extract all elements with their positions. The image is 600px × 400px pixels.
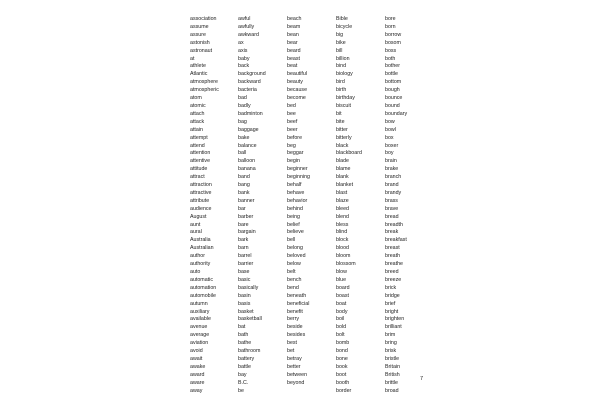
word-entry: belief xyxy=(287,221,300,228)
word-entry: badminton xyxy=(238,110,263,117)
word-entry: automatic xyxy=(190,276,213,283)
word-entry: benefit xyxy=(287,308,303,315)
word-entry: background xyxy=(238,71,266,78)
word-entry: boot xyxy=(336,371,347,378)
word-entry: barrier xyxy=(238,261,254,268)
word-entry: boundary xyxy=(385,110,408,117)
word-entry: bring xyxy=(385,340,397,347)
word-entry: breath xyxy=(385,253,401,260)
word-entry: basic xyxy=(238,276,251,283)
word-entry: blind xyxy=(336,229,348,236)
word-entry: besides xyxy=(287,332,306,339)
page-number: 7 xyxy=(420,376,424,382)
word-entry: battery xyxy=(238,355,255,362)
word-entry: bay xyxy=(238,371,247,378)
word-entry: become xyxy=(287,95,306,102)
word-entry: bicycle xyxy=(336,23,353,30)
word-entry: brief xyxy=(385,300,396,307)
word-entry: because xyxy=(287,87,308,94)
word-entry: average xyxy=(190,332,210,339)
word-entry: big xyxy=(336,31,344,38)
word-entry: brim xyxy=(385,332,396,339)
word-entry: attract xyxy=(190,174,205,181)
word-entry: brain xyxy=(385,158,397,165)
word-entry: bend xyxy=(287,284,299,291)
word-entry: bind xyxy=(336,63,347,70)
word-entry: bridge xyxy=(385,292,400,299)
word-entry: awkward xyxy=(238,31,259,38)
word-entry: basket xyxy=(238,308,254,315)
word-entry: atmospheric xyxy=(190,87,219,94)
word-entry: aunt xyxy=(190,221,201,228)
word-entry: bacteria xyxy=(238,87,257,94)
word-entry: audience xyxy=(190,205,212,212)
word-entry: booth xyxy=(336,379,350,386)
word-entry: bare xyxy=(238,221,249,228)
word-entry: Australia xyxy=(190,237,211,244)
word-entry: attentive xyxy=(190,158,211,165)
word-entry: baby xyxy=(238,55,250,62)
word-entry: bathe xyxy=(238,340,252,347)
word-entry: bough xyxy=(385,87,400,94)
word-entry: berry xyxy=(287,316,300,323)
word-entry: better xyxy=(287,363,301,370)
word-entry: bark xyxy=(238,237,249,244)
word-entry: bet xyxy=(287,348,295,355)
word-entry: belong xyxy=(287,245,303,252)
word-entry: atom xyxy=(190,95,202,102)
word-entry: bitter xyxy=(336,126,348,133)
word-entry: billion xyxy=(336,55,350,62)
word-entry: balance xyxy=(238,142,257,149)
word-entry: baggage xyxy=(238,126,259,133)
word-entry: behavior xyxy=(287,197,308,204)
word-entry: bed xyxy=(287,102,296,109)
word-entry: attitude xyxy=(190,166,208,173)
word-entry: banner xyxy=(238,197,255,204)
word-entry: ball xyxy=(238,150,247,157)
word-entry: behind xyxy=(287,205,303,212)
word-entry: border xyxy=(336,387,352,394)
word-entry: beneficial xyxy=(287,300,310,307)
word-entry: bench xyxy=(287,276,302,283)
word-entry: Britain xyxy=(385,363,401,370)
word-entry: bank xyxy=(238,189,250,196)
word-entry: Australian xyxy=(190,245,214,252)
word-entry: aware xyxy=(190,379,205,386)
word-entry: both xyxy=(385,55,396,62)
word-entry: brilliant xyxy=(385,324,402,331)
word-entry: breathe xyxy=(385,261,403,268)
word-entry: atmosphere xyxy=(190,79,218,86)
word-entry: barber xyxy=(238,213,254,220)
word-entry: bother xyxy=(385,63,401,70)
word-entry: blood xyxy=(336,245,349,252)
word-entry: basis xyxy=(238,300,251,307)
word-entry: brake xyxy=(385,166,399,173)
word-entry: behalf xyxy=(287,182,302,189)
word-entry: box xyxy=(385,134,394,141)
word-entry: boxer xyxy=(385,142,399,149)
word-entry: basketball xyxy=(238,316,262,323)
word-entry: biology xyxy=(336,71,353,78)
word-entry: black xyxy=(336,142,349,149)
word-entry: blackboard xyxy=(336,150,362,157)
word-entry: brandy xyxy=(385,189,402,196)
word-entry: beam xyxy=(287,23,301,30)
word-entry: beach xyxy=(287,16,302,22)
word-entry: blank xyxy=(336,174,349,181)
word-entry: bit xyxy=(336,110,342,117)
word-entry: August xyxy=(190,213,207,220)
word-entry: borrow xyxy=(385,31,402,38)
word-entry: bat xyxy=(238,324,246,331)
word-entry: bread xyxy=(385,213,399,220)
word-entry: boil xyxy=(336,316,345,323)
word-entry: boss xyxy=(385,47,397,54)
word-entry: bike xyxy=(336,39,346,46)
word-entry: attach xyxy=(190,110,205,117)
word-entry: back xyxy=(238,63,250,70)
word-entry: beat xyxy=(287,63,298,70)
word-entry: bold xyxy=(336,324,347,331)
word-entry: beer xyxy=(287,126,298,133)
word-entry: bite xyxy=(336,118,345,125)
word-entry: bee xyxy=(287,110,296,117)
word-entry: behave xyxy=(287,189,305,196)
word-entry: brass xyxy=(385,197,398,204)
word-entry: blend xyxy=(336,213,349,220)
word-entry: astronaut xyxy=(190,47,213,54)
word-entry: awful xyxy=(238,16,251,22)
word-entry: avenue xyxy=(190,324,208,331)
word-entry: beauty xyxy=(287,79,303,86)
word-entry: before xyxy=(287,134,303,141)
word-entry: bath xyxy=(238,332,249,339)
word-entry: athlete xyxy=(190,63,206,70)
word-entry: Bible xyxy=(336,16,348,22)
word-entry: bottom xyxy=(385,79,402,86)
word-entry: authority xyxy=(190,261,211,268)
word-entry: awake xyxy=(190,363,206,370)
word-entry: bomb xyxy=(336,340,350,347)
word-entry: boy xyxy=(385,150,394,157)
word-entry: base xyxy=(238,269,250,275)
word-entry: bell xyxy=(287,237,296,244)
word-entry: automation xyxy=(190,284,217,291)
word-entry: birth xyxy=(336,87,347,94)
word-entry: boat xyxy=(336,300,347,307)
word-entry: Atlantic xyxy=(190,71,208,78)
word-entry: battle xyxy=(238,363,251,370)
word-entry: bear xyxy=(287,39,298,46)
word-entry: bolt xyxy=(336,332,345,339)
word-entry: block xyxy=(336,237,349,244)
word-entry: bow xyxy=(385,118,395,125)
word-entry: bird xyxy=(336,79,345,86)
word-column-5 xyxy=(385,16,480,396)
word-entry: await xyxy=(190,355,203,362)
word-entry: break xyxy=(385,229,399,236)
word-entry: balloon xyxy=(238,158,256,165)
word-entry: banana xyxy=(238,166,256,173)
word-entry: brittle xyxy=(385,379,398,386)
word-entry: beg xyxy=(287,142,296,149)
word-entry: award xyxy=(190,371,205,378)
word-entry: beautiful xyxy=(287,71,308,78)
word-entry: British xyxy=(385,371,400,378)
word-entry: automobile xyxy=(190,292,216,299)
word-entry: bill xyxy=(336,47,343,54)
word-entry: breed xyxy=(385,269,399,275)
word-entry: autumn xyxy=(190,300,208,307)
word-entry: association xyxy=(190,16,217,22)
word-entry: bound xyxy=(385,102,400,109)
word-entry: assume xyxy=(190,23,209,30)
word-entry: bad xyxy=(238,95,247,102)
word-entry: branch xyxy=(385,174,402,181)
word-entry: best xyxy=(287,340,298,347)
word-entry: bloom xyxy=(336,253,351,260)
word-entry: brick xyxy=(385,284,397,291)
word-entry: bag xyxy=(238,118,247,125)
word-entry: broad xyxy=(385,387,399,394)
word-entry: backward xyxy=(238,79,261,86)
word-entry: attack xyxy=(190,118,205,125)
word-entry: bang xyxy=(238,182,250,189)
word-entry: bounce xyxy=(385,95,403,102)
word-entry: band xyxy=(238,174,250,181)
word-entry: bake xyxy=(238,134,250,141)
word-entry: ax xyxy=(238,39,244,46)
word-entry: beloved xyxy=(287,253,306,260)
word-entry: blow xyxy=(336,269,347,275)
word-entry: beginning xyxy=(287,174,310,181)
word-entry: attraction xyxy=(190,182,212,189)
word-entry: bitterly xyxy=(336,134,352,141)
word-entry: birthday xyxy=(336,95,355,102)
word-entry: beginner xyxy=(287,166,308,173)
word-entry: blaze xyxy=(336,197,349,204)
word-entry: auxiliary xyxy=(190,308,210,315)
word-entry: basin xyxy=(238,292,251,299)
word-entry: bargain xyxy=(238,229,256,236)
word-entry: board xyxy=(336,284,350,291)
word-entry: attribute xyxy=(190,197,210,204)
word-entry: beef xyxy=(287,118,298,125)
word-entry: beside xyxy=(287,324,303,331)
word-entry: attain xyxy=(190,126,203,133)
word-entry: betray xyxy=(287,355,302,362)
word-entry: belt xyxy=(287,269,296,275)
word-entry: atomic xyxy=(190,102,206,109)
word-entry: away xyxy=(190,387,203,394)
word-entry: auto xyxy=(190,269,201,275)
word-entry: beyond xyxy=(287,379,305,386)
word-entry: brighten xyxy=(385,316,405,323)
word-entry: attention xyxy=(190,150,211,157)
word-entry: bean xyxy=(287,31,299,38)
word-entry: beneath xyxy=(287,292,307,299)
word-entry: be xyxy=(238,387,244,394)
word-entry: born xyxy=(385,23,396,30)
word-entry: brand xyxy=(385,182,399,189)
word-entry: begin xyxy=(287,158,300,165)
word-entry: believe xyxy=(287,229,304,236)
word-entry: aural xyxy=(190,229,202,236)
word-entry: boast xyxy=(336,292,349,299)
word-entry: bathroom xyxy=(238,348,261,355)
word-entry: being xyxy=(287,213,300,220)
word-entry: barn xyxy=(238,245,249,252)
word-entry: bristle xyxy=(385,355,400,362)
word-entry: blanket xyxy=(336,182,354,189)
word-entry: astonish xyxy=(190,39,210,46)
word-entry: attractive xyxy=(190,189,212,196)
word-entry: bosom xyxy=(385,39,401,46)
word-entry: beggar xyxy=(287,150,304,157)
word-entry: assure xyxy=(190,31,206,38)
word-entry: author xyxy=(190,253,206,260)
word-entry: breast xyxy=(385,245,400,252)
word-entry: avoid xyxy=(190,348,203,355)
word-entry: blade xyxy=(336,158,349,165)
word-entry: bless xyxy=(336,221,349,228)
word-entry: badly xyxy=(238,102,251,109)
word-entry: biscuit xyxy=(336,102,352,109)
word-entry: breadth xyxy=(385,221,403,228)
word-entry: awfully xyxy=(238,23,255,30)
word-entry: bowl xyxy=(385,126,396,133)
word-entry: bond xyxy=(336,348,348,355)
word-entry: bar xyxy=(238,205,246,212)
word-entry: basically xyxy=(238,284,259,291)
word-entry: below xyxy=(287,261,301,268)
word-entry: axis xyxy=(238,47,248,54)
word-entry: barrel xyxy=(238,253,252,260)
word-entry: bright xyxy=(385,308,399,315)
word-entry: blossom xyxy=(336,261,356,268)
word-entry: attempt xyxy=(190,134,208,141)
word-entry: brave xyxy=(385,205,399,212)
word-entry: bore xyxy=(385,16,396,22)
word-entry: beard xyxy=(287,47,301,54)
word-entry: brisk xyxy=(385,348,397,355)
word-entry: blast xyxy=(336,189,348,196)
word-entry: available xyxy=(190,316,211,323)
word-entry: beast xyxy=(287,55,300,62)
word-entry: bottle xyxy=(385,71,398,78)
word-entry: at xyxy=(190,55,195,62)
word-entry: breeze xyxy=(385,276,402,283)
word-entry: book xyxy=(336,363,348,370)
word-entry: blame xyxy=(336,166,351,173)
word-entry: aviation xyxy=(190,340,209,347)
word-entry: bone xyxy=(336,355,348,362)
word-entry: body xyxy=(336,308,348,315)
word-entry: bleed xyxy=(336,205,349,212)
word-entry: attend xyxy=(190,142,205,149)
word-entry: blue xyxy=(336,276,347,283)
word-entry: B.C. xyxy=(238,379,249,386)
word-entry: breakfast xyxy=(385,237,407,244)
word-entry: between xyxy=(287,371,308,378)
